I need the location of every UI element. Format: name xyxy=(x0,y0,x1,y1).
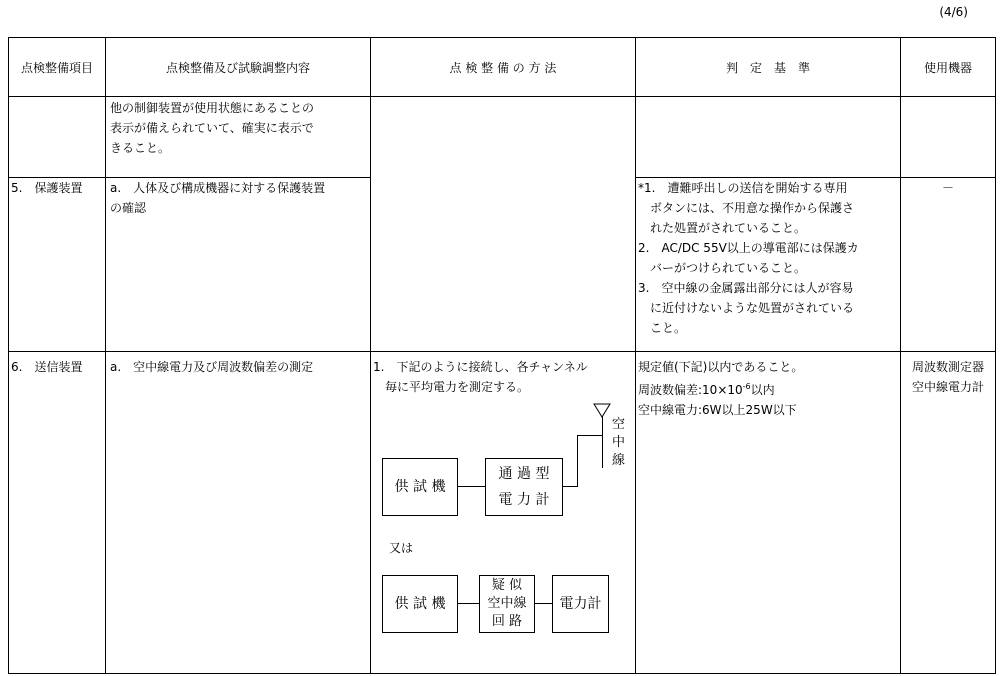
header-equipment: 使用機器 xyxy=(923,60,972,75)
passthrough-meter-box: 通 過 型 電 力 計 xyxy=(485,458,563,516)
dummy-antenna-box: 疑 似 空中線 回 路 xyxy=(479,575,535,633)
col-divider xyxy=(105,38,106,673)
row5-content: a. 人体及び構成機器に対する保護装置 の確認 xyxy=(110,181,326,215)
row6-equipment: 周波数測定器 空中線電力計 xyxy=(911,360,984,394)
connector-line xyxy=(577,435,602,436)
antenna-icon xyxy=(593,403,611,418)
row-divider xyxy=(9,351,995,352)
freq-deviation: 周波数偏差$:10\times 10^{-6}$以内 xyxy=(638,382,775,397)
row5-criteria: *1. 遭難呼出しの送信を開始する専用 ボタンには、不用意な操作から保護さ れた処置がされていること。 2. AC/DC 55V以上の導電部には保護カ バーがつけられていること。 3. 空中線の金属露出部分には人が容易 に近付けないような処置がされている こと。 xyxy=(638,181,859,335)
col-divider xyxy=(900,38,901,673)
header-method: 点 検 整 備 の 方 法 xyxy=(449,60,557,75)
connector-line xyxy=(458,603,479,604)
connector-line xyxy=(458,486,485,487)
content-continued: 他の制御装置が使用状態にあることの 表示が備えられていて、確実に表示で きること。 xyxy=(110,101,315,155)
col-divider xyxy=(370,38,371,673)
connector-line xyxy=(577,435,578,487)
row6-content: a. 空中線電力及び周波数偏差の測定 xyxy=(110,360,314,374)
col-divider xyxy=(635,38,636,673)
header-divider xyxy=(9,96,995,97)
page-number: (4/6) xyxy=(939,5,968,19)
row5-equipment: － xyxy=(941,181,954,195)
dut-box: 供 試 機 xyxy=(382,458,458,516)
power-meter-box: 電力計 xyxy=(552,575,609,633)
row6-criteria: 規定値(下記)以内であること。 周波数偏差$:10\times 10^{-6}$以内 空中線電力:6W以上25W以下 xyxy=(638,360,804,417)
row5-item: 5. 保護装置 xyxy=(11,181,83,195)
connector-line xyxy=(535,603,552,604)
or-text: 又は xyxy=(389,541,414,555)
antenna-label: 空 中 線 xyxy=(612,417,626,468)
row6-item: 6. 送信装置 xyxy=(11,360,83,374)
antenna-mast xyxy=(602,416,603,468)
header-content: 点検整備及び試験調整内容 xyxy=(165,60,310,75)
connector-line xyxy=(563,486,577,487)
row6-method: 1. 下記のように接続し、各チャンネル 毎に平均電力を測定する。 xyxy=(373,360,588,394)
header-item: 点検整備項目 xyxy=(20,60,93,75)
inspection-table xyxy=(8,37,996,674)
header-criteria: 判 定 基 準 xyxy=(725,60,810,75)
dut-box-2: 供 試 機 xyxy=(382,575,458,633)
